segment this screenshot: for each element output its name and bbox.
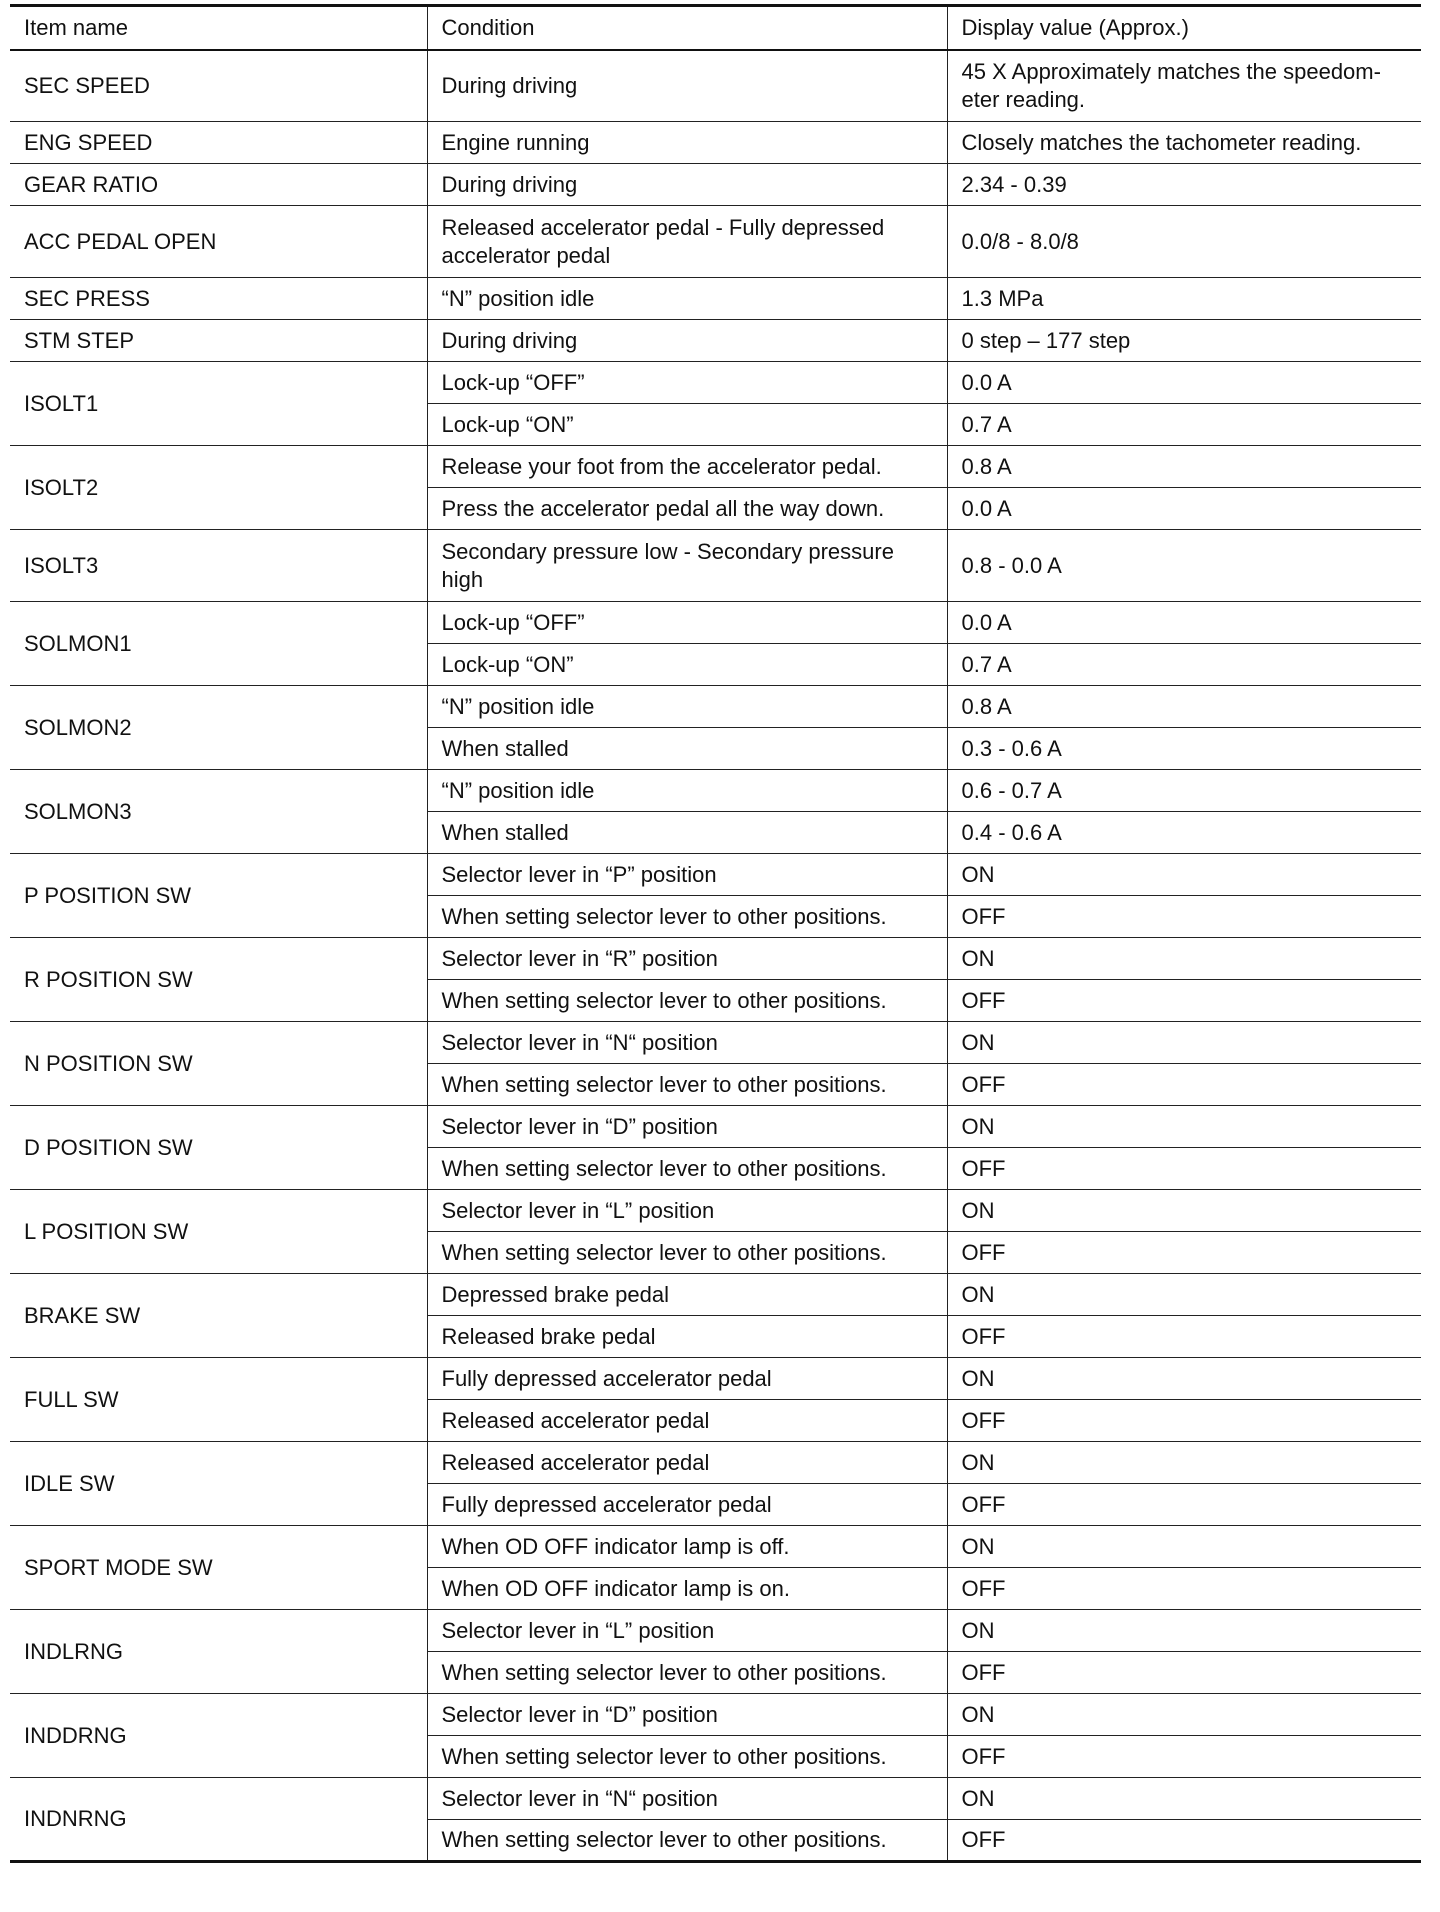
header-item-name: Item name [10,6,427,50]
display-value-cell: ON [947,1190,1421,1232]
header-condition: Condition [427,6,947,50]
item-name-cell: R POSITION SW [10,938,427,1022]
item-name-cell: SEC SPEED [10,50,427,122]
table-row [10,770,1421,812]
item-name-cell: ISOLT2 [10,446,427,530]
table-row [10,446,1421,488]
condition-cell: When setting selector lever to other positions. [427,1232,947,1274]
display-value-cell: OFF [947,1652,1421,1694]
condition-cell: When stalled [427,812,947,854]
display-value-cell: ON [947,854,1421,896]
condition-cell: Selector lever in “D” position [427,1694,947,1736]
display-value-cell: 0.0 A [947,488,1421,530]
condition-cell: Fully depressed accelerator pedal [427,1484,947,1526]
condition-cell: “N” position idle [427,770,947,812]
display-value-cell: 1.3 MPa [947,278,1421,320]
display-value-cell: OFF [947,1820,1421,1862]
table-row [10,686,1421,728]
display-value-cell: OFF [947,1232,1421,1274]
condition-cell: Release your foot from the accelerator pedal. [427,446,947,488]
display-value-cell: 0.3 - 0.6 A [947,728,1421,770]
display-value-cell: ON [947,1106,1421,1148]
display-value-cell: ON [947,1526,1421,1568]
display-value-cell: OFF [947,896,1421,938]
item-name-cell: IDLE SW [10,1442,427,1526]
display-value-cell: OFF [947,980,1421,1022]
item-name-cell: ISOLT3 [10,530,427,602]
item-name-cell: INDDRNG [10,1694,427,1778]
condition-cell: Selector lever in “P” position [427,854,947,896]
table-header [10,6,1421,50]
display-value-cell: 0.6 - 0.7 A [947,770,1421,812]
header-display-value: Display value (Approx.) [947,6,1421,50]
display-value-cell: 0.8 - 0.0 A [947,530,1421,602]
condition-cell: Selector lever in “N“ position [427,1778,947,1820]
table-row [10,938,1421,980]
table-row [10,854,1421,896]
condition-cell: When setting selector lever to other positions. [427,896,947,938]
item-name-cell: SOLMON3 [10,770,427,854]
item-name-cell: SOLMON1 [10,602,427,686]
condition-cell: When setting selector lever to other positions. [427,1652,947,1694]
condition-cell: Selector lever in “N“ position [427,1022,947,1064]
display-value-cell: 0.7 A [947,644,1421,686]
item-name-cell: INDLRNG [10,1610,427,1694]
item-name-cell: SPORT MODE SW [10,1526,427,1610]
condition-cell: “N” position idle [427,686,947,728]
display-value-cell: ON [947,1022,1421,1064]
condition-cell: Released accelerator pedal [427,1442,947,1484]
display-value-cell: ON [947,938,1421,980]
display-value-cell: ON [947,1442,1421,1484]
item-name-cell: INDNRNG [10,1778,427,1862]
condition-cell: Lock-up “ON” [427,644,947,686]
condition-cell: When OD OFF indicator lamp is off. [427,1526,947,1568]
item-name-cell: L POSITION SW [10,1190,427,1274]
display-value-cell: 0.0 A [947,602,1421,644]
item-name-cell: ISOLT1 [10,362,427,446]
display-value-cell: Closely matches the tachometer reading. [947,122,1421,164]
table-row [10,1778,1421,1820]
condition-cell: When setting selector lever to other positions. [427,1820,947,1862]
condition-cell: Selector lever in “R” position [427,938,947,980]
table-row [10,320,1421,362]
condition-cell: Selector lever in “D” position [427,1106,947,1148]
display-value-cell: 0.0/8 - 8.0/8 [947,206,1421,278]
display-value-cell: ON [947,1358,1421,1400]
table-row [10,1274,1421,1316]
condition-cell: Lock-up “OFF” [427,602,947,644]
condition-cell: When setting selector lever to other positions. [427,1148,947,1190]
table-row [10,1358,1421,1400]
display-value-cell: ON [947,1274,1421,1316]
table-row [10,122,1421,164]
condition-cell: When setting selector lever to other positions. [427,980,947,1022]
display-value-cell: OFF [947,1400,1421,1442]
header-row [10,6,1421,50]
condition-cell: Engine running [427,122,947,164]
display-value-cell: OFF [947,1736,1421,1778]
display-value-cell: OFF [947,1484,1421,1526]
table-row [10,1694,1421,1736]
item-name-cell: GEAR RATIO [10,164,427,206]
condition-cell: When OD OFF indicator lamp is on. [427,1568,947,1610]
condition-cell: Lock-up “OFF” [427,362,947,404]
table-row [10,530,1421,602]
display-value-cell: 0.0 A [947,362,1421,404]
item-name-cell: D POSITION SW [10,1106,427,1190]
condition-cell: Released accelerator pedal - Fully depressed accelerator pedal [427,206,947,278]
item-name-cell: P POSITION SW [10,854,427,938]
condition-cell: During driving [427,50,947,122]
display-value-cell: ON [947,1778,1421,1820]
condition-cell: Press the accelerator pedal all the way down. [427,488,947,530]
table-body [10,50,1421,1862]
display-value-cell: OFF [947,1064,1421,1106]
table-row [10,278,1421,320]
display-value-cell: OFF [947,1316,1421,1358]
table-row [10,1106,1421,1148]
display-value-cell: 0.8 A [947,446,1421,488]
data-monitor-table-container [10,4,1421,1863]
display-value-cell: 0.8 A [947,686,1421,728]
item-name-cell: FULL SW [10,1358,427,1442]
condition-cell: When stalled [427,728,947,770]
item-name-cell: ENG SPEED [10,122,427,164]
table-row [10,206,1421,278]
condition-cell: When setting selector lever to other positions. [427,1736,947,1778]
condition-cell: Selector lever in “L” position [427,1610,947,1652]
item-name-cell: BRAKE SW [10,1274,427,1358]
table-row [10,362,1421,404]
display-value-cell: 2.34 - 0.39 [947,164,1421,206]
item-name-cell: N POSITION SW [10,1022,427,1106]
condition-cell: Fully depressed accelerator pedal [427,1358,947,1400]
condition-cell: Released brake pedal [427,1316,947,1358]
table-row [10,1442,1421,1484]
display-value-cell: 0 step – 177 step [947,320,1421,362]
display-value-cell: ON [947,1694,1421,1736]
condition-cell: Lock-up “ON” [427,404,947,446]
condition-cell: Depressed brake pedal [427,1274,947,1316]
table-row [10,50,1421,122]
table-row [10,1022,1421,1064]
item-name-cell: SEC PRESS [10,278,427,320]
item-name-cell: STM STEP [10,320,427,362]
data-monitor-table [10,4,1421,1863]
display-value-cell: 0.4 - 0.6 A [947,812,1421,854]
condition-cell: During driving [427,320,947,362]
display-value-cell: OFF [947,1568,1421,1610]
table-row [10,602,1421,644]
item-name-cell: ACC PEDAL OPEN [10,206,427,278]
condition-cell: Secondary pressure low - Secondary pressure high [427,530,947,602]
table-row [10,164,1421,206]
display-value-cell: 45 X Approximately matches the speedom-eter reading. [947,50,1421,122]
condition-cell: When setting selector lever to other positions. [427,1064,947,1106]
condition-cell: “N” position idle [427,278,947,320]
display-value-cell: 0.7 A [947,404,1421,446]
condition-cell: Released accelerator pedal [427,1400,947,1442]
condition-cell: During driving [427,164,947,206]
display-value-cell: OFF [947,1148,1421,1190]
display-value-cell: ON [947,1610,1421,1652]
item-name-cell: SOLMON2 [10,686,427,770]
table-row [10,1190,1421,1232]
table-row [10,1610,1421,1652]
condition-cell: Selector lever in “L” position [427,1190,947,1232]
table-row [10,1526,1421,1568]
